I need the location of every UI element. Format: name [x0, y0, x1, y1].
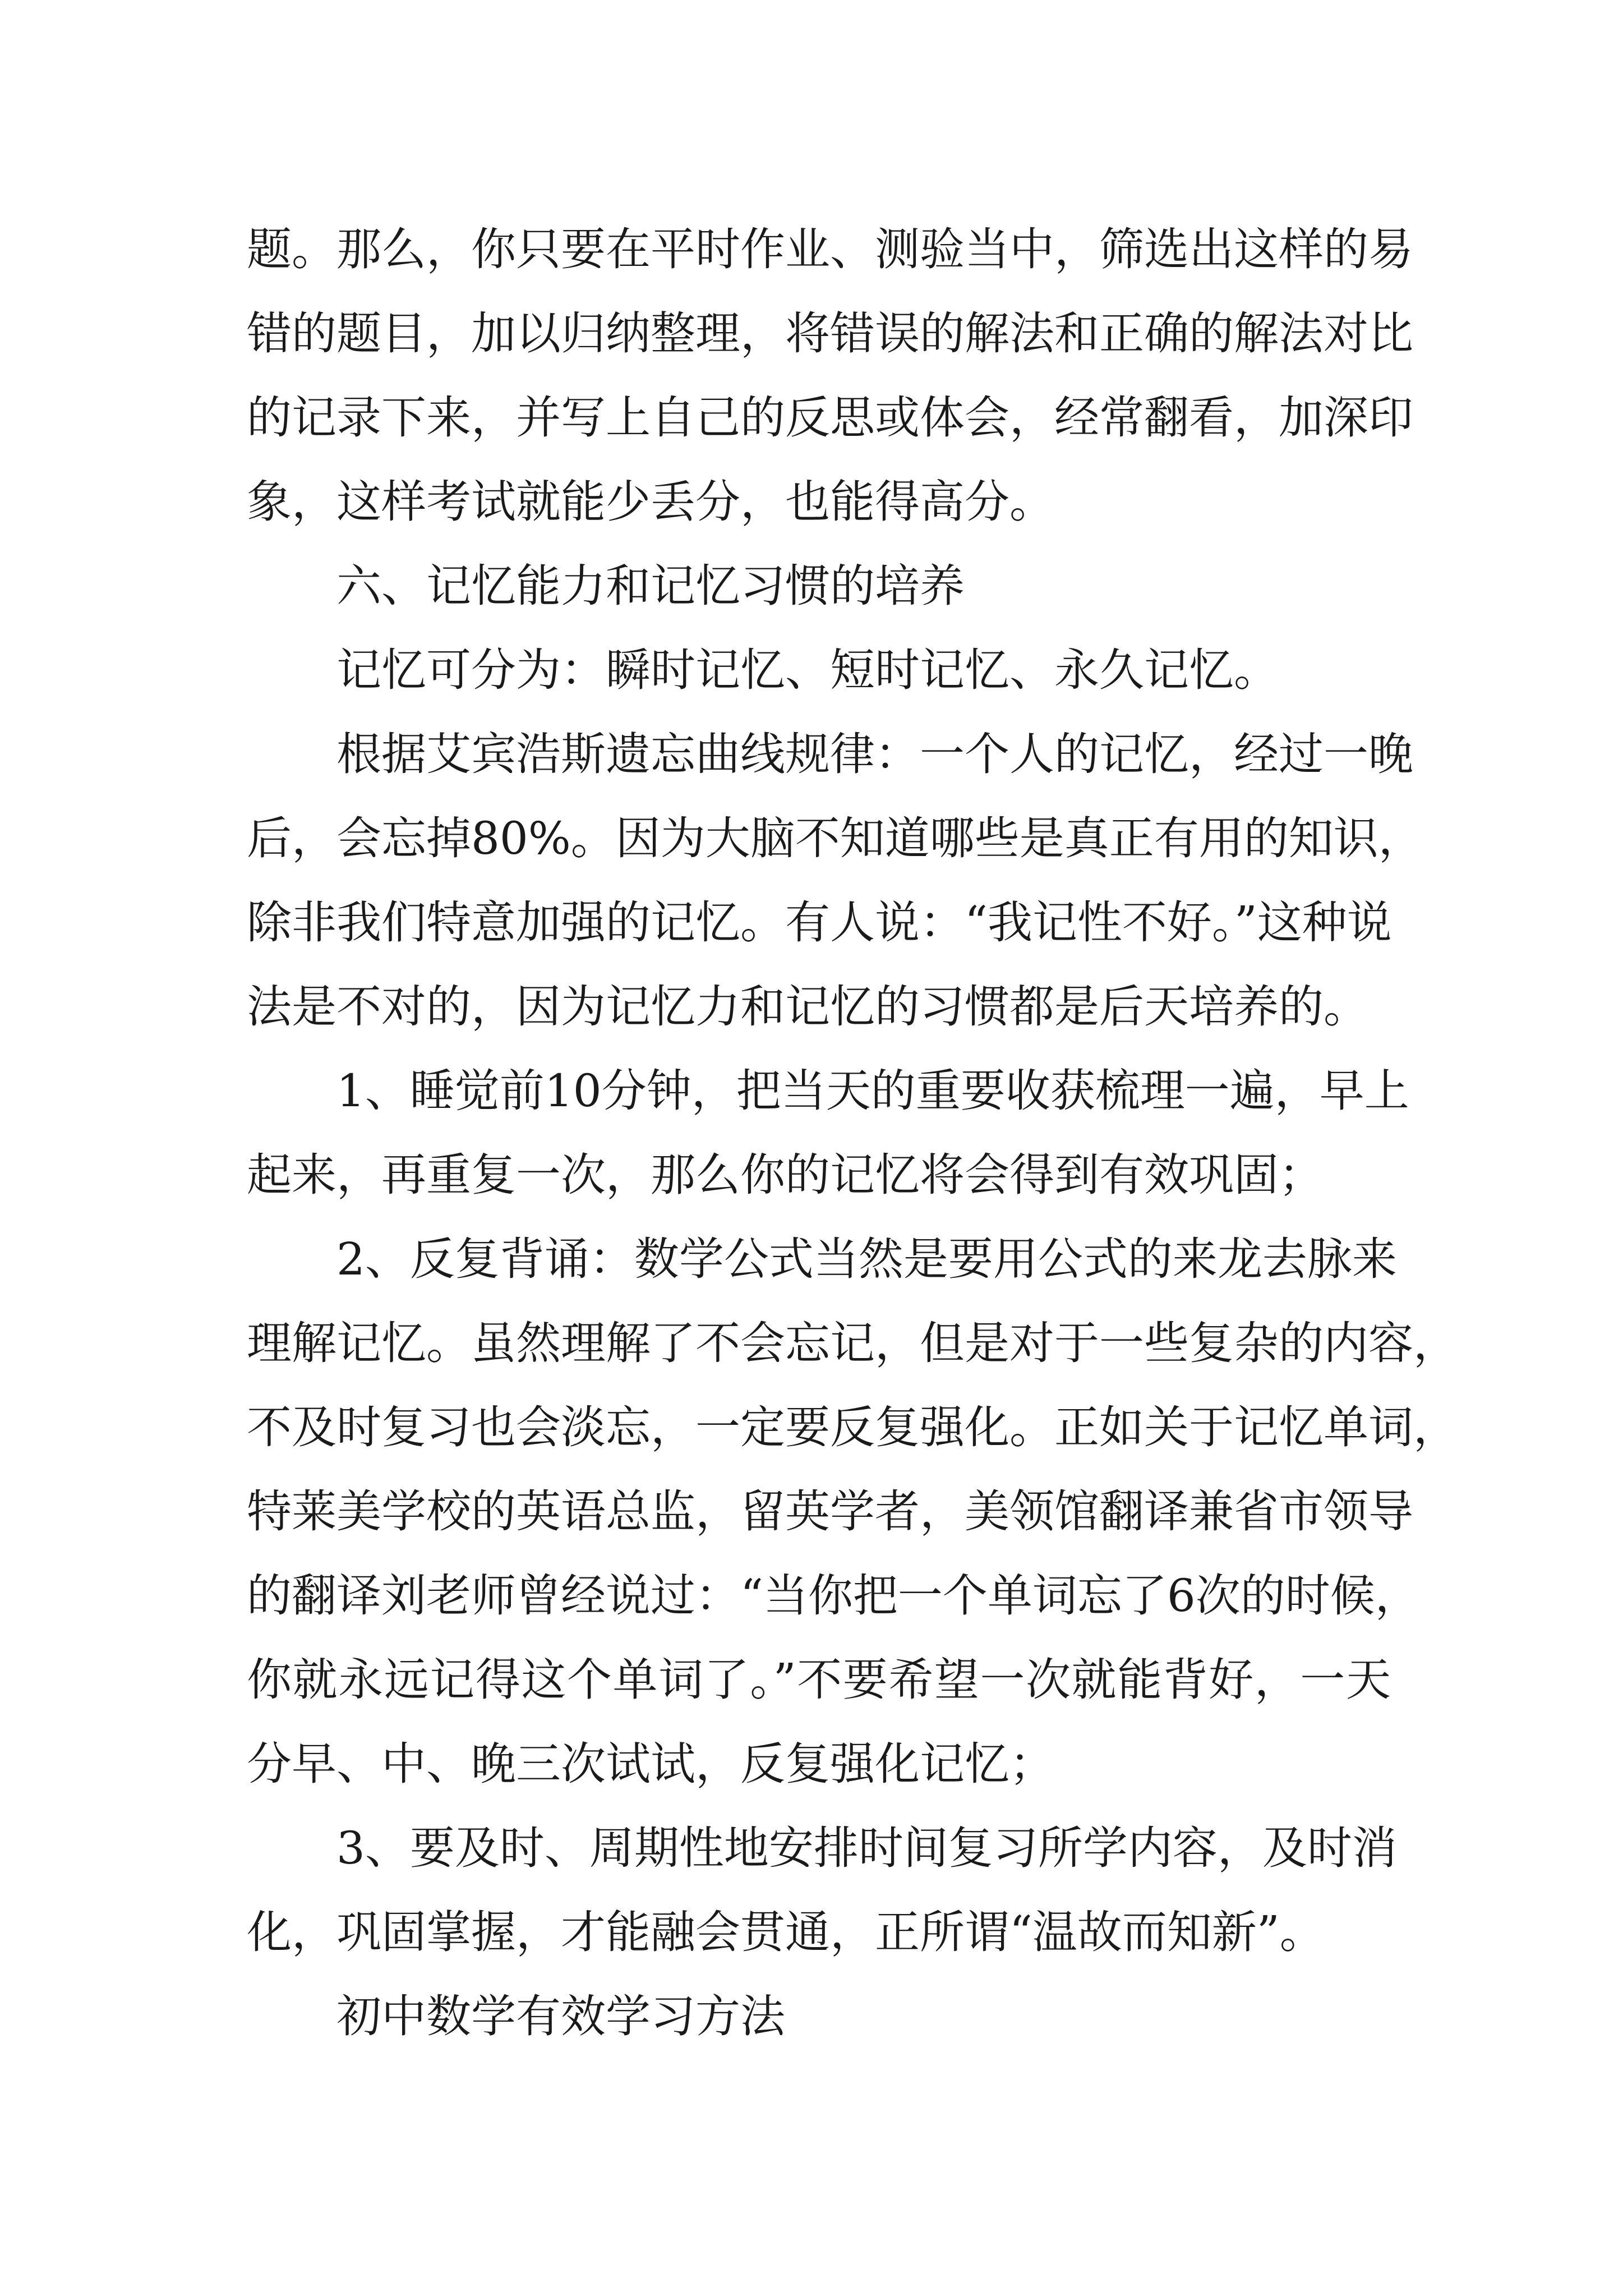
text-line: 象，这样考试就能少丢分，也能得高分。 — [247, 476, 1054, 528]
text-line: 根据艾宾浩斯遗忘曲线规律：一个人的记忆，经过一晚 — [336, 728, 1413, 780]
text-line: 化，巩固掌握，才能融会贯通，正所谓“温故而知新”。 — [247, 1906, 1325, 1958]
text-line: 理解记忆。虽然理解了不会忘记，但是对于一些复杂的内容， — [247, 1317, 1458, 1369]
text-line: 分早、中、晚三次试试，反复强化记忆； — [247, 1738, 1054, 1790]
text-line: 3、要及时、周期性地安排时间复习所学内容，及时消 — [336, 1822, 1397, 1874]
text-line: 错的题目，加以归纳整理，将错误的解法和正确的解法对比 — [247, 307, 1413, 360]
text-line: 1、睡觉前10分钟，把当天的重要收获梳理一遍，早上 — [336, 1065, 1409, 1117]
text-line: 后，会忘掉80%。因为大脑不知道哪些是真正有用的知识， — [247, 812, 1423, 864]
text-line: 起来，再重复一次，那么你的记忆将会得到有效巩固； — [247, 1149, 1324, 1201]
text-line: 你就永远记得这个单词了。”不要希望一次就能背好，一天 — [247, 1654, 1391, 1706]
text-line: 除非我们特意加强的记忆。有人说：“我记性不好。”这种说 — [247, 896, 1392, 949]
text-line: 初中数学有效学习方法 — [336, 1990, 785, 2042]
text-line: 不及时复习也会淡忘，一定要反复强化。正如关于记忆单词， — [247, 1401, 1458, 1453]
text-line: 2、反复背诵：数学公式当然是要用公式的来龙去脉来 — [336, 1233, 1397, 1285]
text-line: 特莱美学校的英语总监，留英学者，美领馆翻译兼省市领导 — [247, 1485, 1413, 1538]
text-line: 记忆可分为：瞬时记忆、短时记忆、永久记忆。 — [336, 644, 1279, 696]
document-body — [247, 208, 1458, 2059]
text-line: 的记录下来，并写上自己的反思或体会，经常翻看，加深印 — [247, 392, 1413, 444]
text-line: 的翻译刘老师曾经说过：“当你把一个单词忘了6次的时候， — [247, 1570, 1420, 1622]
text-line: 法是不对的，因为记忆力和记忆的习惯都是后天培养的。 — [247, 981, 1368, 1033]
text-line: 题。那么，你只要在平时作业、测验当中，筛选出这样的易 — [247, 223, 1413, 275]
text-line: 六、记忆能力和记忆习惯的培养 — [336, 560, 965, 612]
